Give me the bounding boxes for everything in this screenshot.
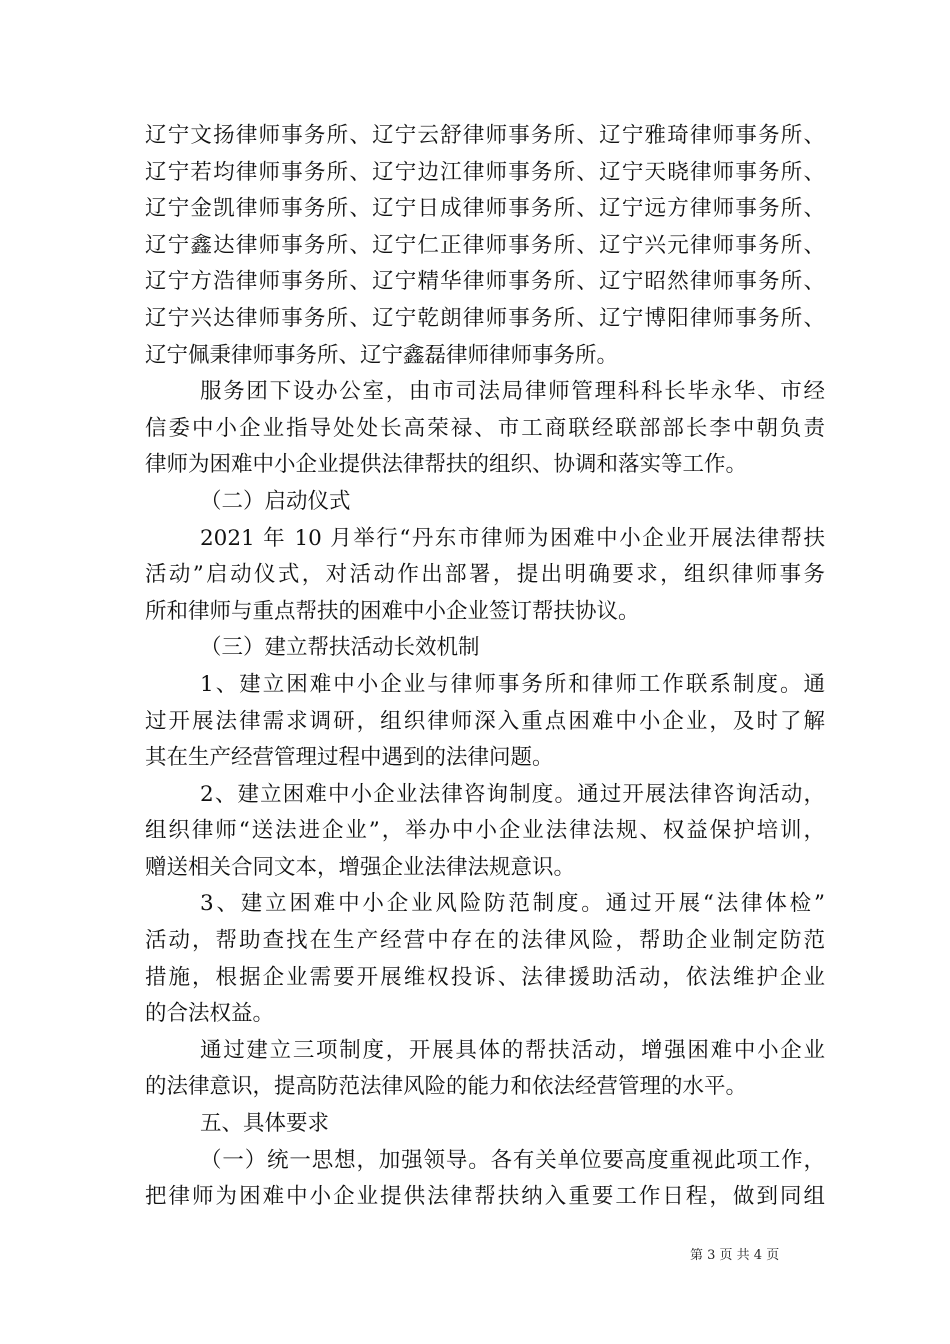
paragraph-first-line: 通过建立三项制度，开展具体的帮扶活动，增强困难中小企业 (200, 1037, 825, 1063)
paragraph-first-line: 服务团下设办公室，由市司法局律师管理科科长毕永华、市经 (200, 379, 825, 405)
paragraph-first-line: 1、建立困难中小企业与律师事务所和律师工作联系制度。通 (200, 671, 825, 697)
text-line: 措施，根据企业需要开展维权投诉、法律援助活动，依法维护企业 (145, 964, 825, 990)
text-line: 的合法权益。 (145, 1001, 275, 1027)
text-line: 把律师为困难中小企业提供法律帮扶纳入重要工作日程，做到同组 (145, 1184, 825, 1210)
paragraph-first-line: 3、建立困难中小企业风险防范制度。通过开展“法律体检” (200, 891, 825, 917)
text-line: 组织律师“送法进企业”，举办中小企业法律法规、权益保护培训， (145, 818, 825, 844)
text-line: 辽宁若均律师事务所、辽宁边江律师事务所、辽宁天晓律师事务所、 (145, 159, 825, 185)
text-line: 其在生产经营管理过程中遇到的法律问题。 (145, 745, 554, 771)
text-line: 律师为困难中小企业提供法律帮扶的组织、协调和落实等工作。 (145, 452, 748, 478)
text-line: 辽宁鑫达律师事务所、辽宁仁正律师事务所、辽宁兴元律师事务所、 (145, 232, 825, 258)
paragraph-first-line: 2、建立困难中小企业法律咨询制度。通过开展法律咨询活动， (200, 781, 825, 807)
text-line: 活动”启动仪式，对活动作出部署，提出明确要求，组织律师事务 (145, 562, 825, 588)
text-line: 信委中小企业指导处处长高荣禄、市工商联经联部部长李中朝负责 (145, 415, 825, 441)
text-line: 过开展法律需求调研，组织律师深入重点困难中小企业，及时了解 (145, 708, 825, 734)
text-line: 辽宁文扬律师事务所、辽宁云舒律师事务所、辽宁雅琦律师事务所、 (145, 123, 825, 148)
section-heading: （二）启动仪式 (200, 488, 351, 514)
paragraph-first-line: 2021 年 10 月举行“丹东市律师为困难中小企业开展法律帮扶 (200, 525, 825, 551)
page-number-footer: 第 3 页 共 4 页 (690, 1248, 780, 1263)
text-line: 所和律师与重点帮扶的困难中小企业签订帮扶协议。 (145, 598, 640, 624)
section-heading: （三）建立帮扶活动长效机制 (200, 635, 480, 661)
text-line: 辽宁兴达律师事务所、辽宁乾朗律师事务所、辽宁博阳律师事务所、 (145, 305, 825, 331)
section-heading: 五、具体要求 (200, 1111, 330, 1137)
text-line: 辽宁方浩律师事务所、辽宁精华律师事务所、辽宁昭然律师事务所、 (145, 269, 825, 295)
text-line: 辽宁金凯律师事务所、辽宁日成律师事务所、辽宁远方律师事务所、 (145, 196, 825, 222)
document-body (145, 118, 825, 1216)
text-line: 的法律意识，提高防范法律风险的能力和依法经营管理的水平。 (145, 1074, 748, 1100)
text-line: 活动，帮助查找在生产经营中存在的法律风险，帮助企业制定防范 (145, 928, 825, 954)
text-line: 辽宁佩秉律师事务所、辽宁鑫磊律师律师事务所。 (145, 342, 619, 368)
text-line: 赠送相关合同文本，增强企业法律法规意识。 (145, 854, 576, 880)
paragraph-first-line: （一）统一思想，加强领导。各有关单位要高度重视此项工作， (200, 1147, 825, 1173)
